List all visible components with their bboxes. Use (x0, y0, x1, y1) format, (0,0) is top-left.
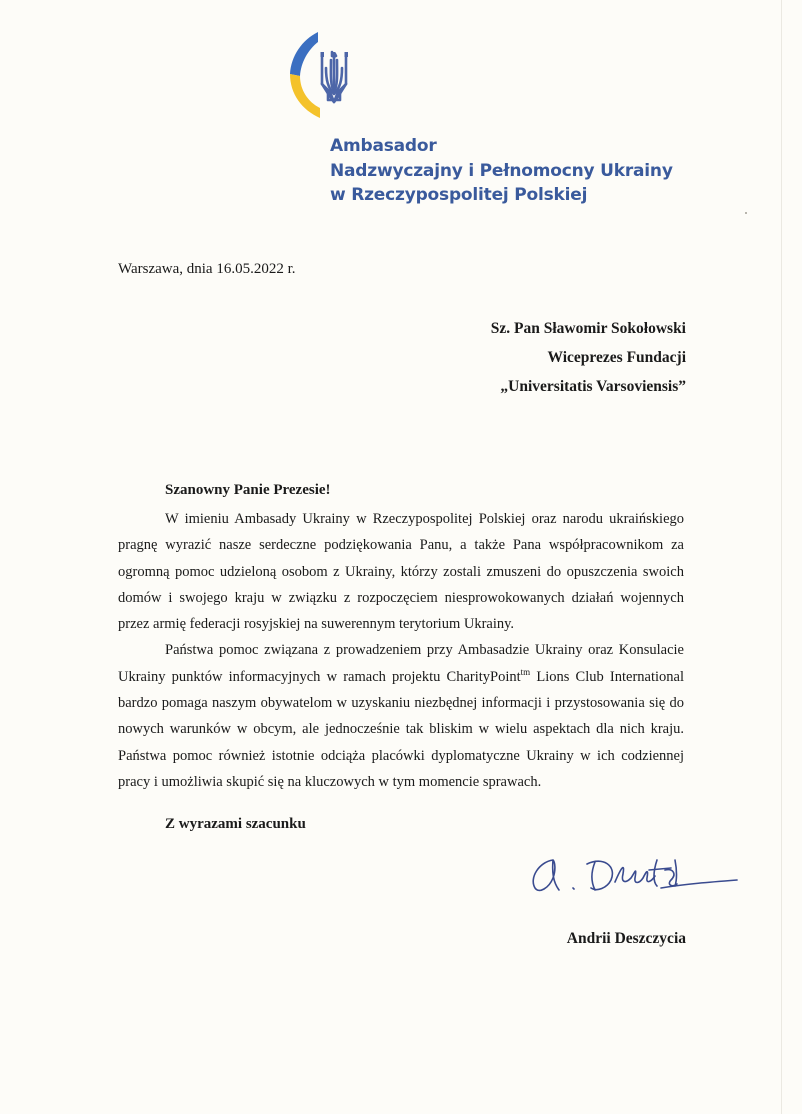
letter-date: Warszawa, dnia 16.05.2022 r. (118, 261, 296, 277)
addressee-block (491, 314, 686, 401)
letterhead-line-1: Ambasador (330, 136, 437, 156)
page-edge (781, 0, 782, 1114)
signer-name: Andrii Deszczycia (566, 930, 686, 947)
closing-phrase: Z wyrazami szacunku (165, 816, 306, 832)
letterhead-line-2: Nadzwyczajny i Pełnomocny Ukrainy (330, 160, 673, 181)
paper-speck (745, 212, 747, 214)
letter-body (118, 506, 684, 795)
paragraph-2-start: Państwa pomoc związana z prowadzeniem przy Ambasadzie Ukrainy oraz Konsulacie Ukrainy punktów informacyjnych w ramach projektu CharityPoint (118, 642, 684, 685)
trident-fill (321, 52, 349, 58)
letterhead-title (330, 134, 750, 208)
trident-glyph (322, 52, 346, 102)
paragraph-2-end: Lions Club International bardzo pomaga naszym obywatelom w uzyskaniu niezbędnej informacji i przystosowania się do nowych warunków w obcym, ale jednocześnie tak bliskim w wielu aspektach dla nich kraju. Państwa pomoc również istotnie odciąża placówki dyplomatyczne Ukrainy w ich codziennej pracy i umożliwia skupić się na kluczowych w tym momencie sprawach. (118, 668, 685, 790)
addressee-organization: „Universitatis Varsoviensis” (500, 378, 686, 395)
emblem-yellow-arc (290, 74, 320, 118)
handwritten-signature (525, 848, 740, 910)
salutation: Szanowny Panie Prezesie! (165, 482, 331, 498)
addressee-position: Wiceprezes Fundacji (547, 349, 686, 366)
letterhead-line-3: w Rzeczypospolitej Polskiej (330, 185, 588, 205)
body-paragraph-2 (118, 637, 684, 795)
addressee-name: Sz. Pan Sławomir Sokołowski (490, 320, 686, 337)
emblem-blue-arc (290, 32, 318, 76)
body-paragraph-1: W imieniu Ambasady Ukrainy w Rzeczypospolitej Polskiej oraz narodu ukraińskiego pragnę wyrazić nasze serdeczne podziękowania Panu, a także Pana współpracownikom za ogromną pomoc udzieloną osobom z Ukrainy, którzy zostali zmuszeni do opuszczenia swoich domów i swojego kraju w związku z rozpoczęciem niesprowokowanych działań wojennych przez armię federacji rosyjskiej na suwerennym terytorium Ukrainy. (118, 511, 684, 633)
ukraine-trident-icon (282, 30, 377, 122)
trademark-mark: tm (520, 666, 531, 677)
